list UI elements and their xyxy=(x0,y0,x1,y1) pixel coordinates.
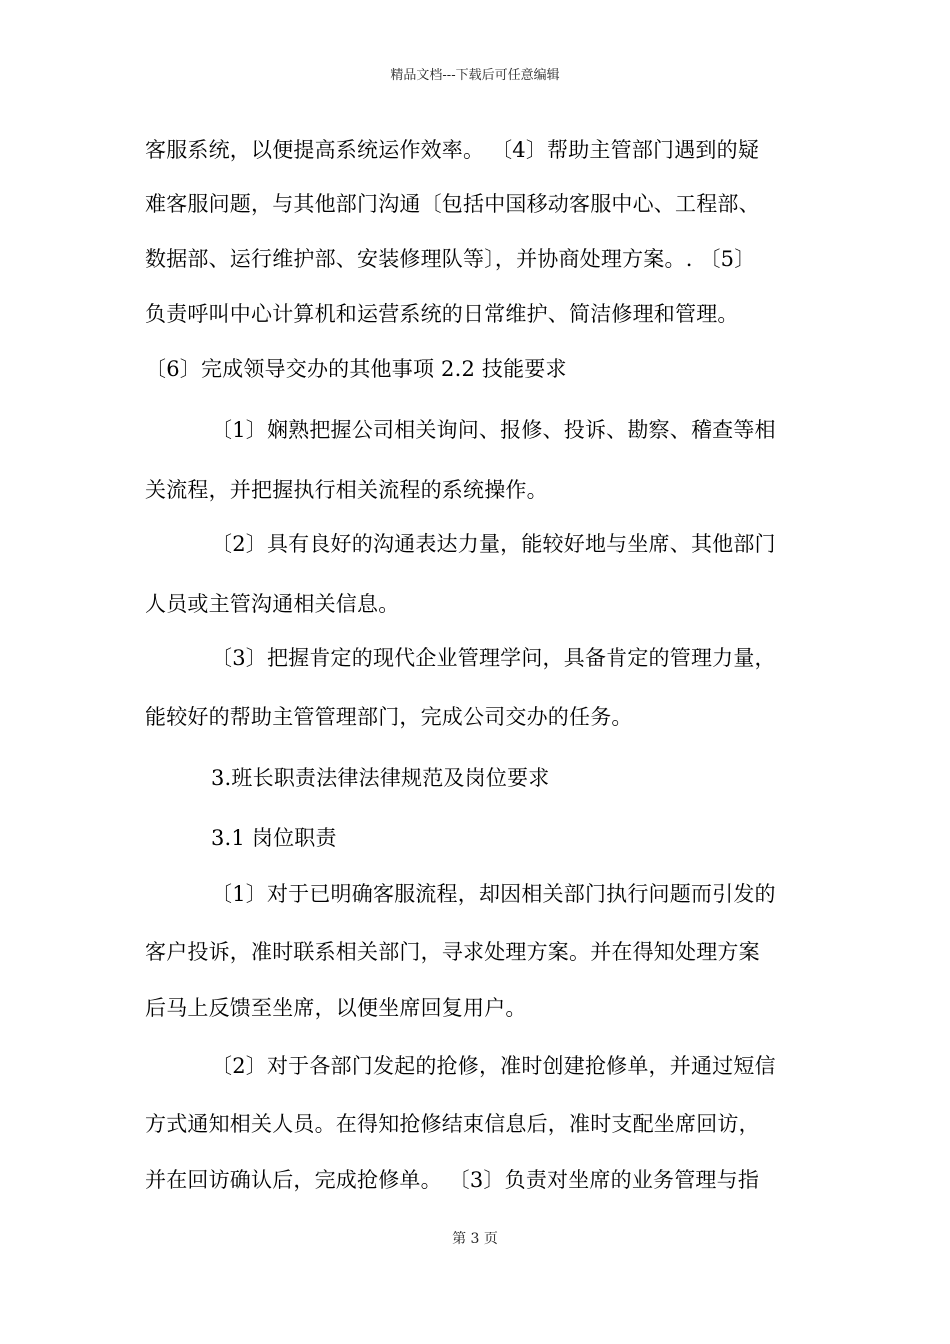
page-header: 精品文档---下载后可任意编辑 xyxy=(390,68,560,83)
text-line: 后马上反馈至坐席，以便坐席回复用户。 xyxy=(145,996,527,1020)
text-line: 〔2〕具有良好的沟通表达力量，能较好地与坐席、其他部门 xyxy=(211,532,776,556)
section-heading: 3.班长职责法律法律规范及岗位要求 xyxy=(211,766,550,790)
text-line: 能较好的帮助主管管理部门，完成公司交办的任务。 xyxy=(145,705,633,729)
text-line: 〔6〕完成领导交办的其他事项 2.2 技能要求 xyxy=(145,357,567,381)
text-line: 方式通知相关人员。在得知抢修结束信息后，准时支配坐席回访， xyxy=(145,1112,760,1136)
text-line: 〔1〕对于已明确客服流程，却因相关部门执行问题而引发的 xyxy=(211,882,776,906)
text-line: 客户投诉，准时联系相关部门，寻求处理方案。并在得知处理方案 xyxy=(145,940,760,964)
text-line: 〔2〕对于各部门发起的抢修，准时创建抢修单，并通过短信 xyxy=(211,1054,776,1078)
text-line: 客服系统，以便提高系统运作效率。 〔4〕帮助主管部门遇到的疑 xyxy=(145,138,760,162)
subsection-heading: 3.1 岗位职责 xyxy=(211,826,337,850)
text-line: 〔3〕把握肯定的现代企业管理学问，具备肯定的管理力量， xyxy=(211,646,776,670)
page-number: 第 3 页 xyxy=(452,1231,498,1247)
text-line: 并在回访确认后，完成抢修单。 〔3〕负责对坐席的业务管理与指 xyxy=(145,1168,760,1192)
text-line: 关流程，并把握执行相关流程的系统操作。 xyxy=(145,478,548,502)
text-line: 数据部、运行维护部、安装修理队等〕，并协商处理方案。. 〔5〕 xyxy=(145,247,756,271)
text-line: 难客服问题，与其他部门沟通〔包括中国移动客服中心、工程部、 xyxy=(145,192,760,216)
text-line: 人员或主管沟通相关信息。 xyxy=(145,592,400,616)
text-line: 负责呼叫中心计算机和运营系统的日常维护、简洁修理和管理。 xyxy=(145,302,739,326)
text-line: 〔1〕娴熟把握公司相关询问、报修、投诉、勘察、稽查等相 xyxy=(211,418,776,442)
